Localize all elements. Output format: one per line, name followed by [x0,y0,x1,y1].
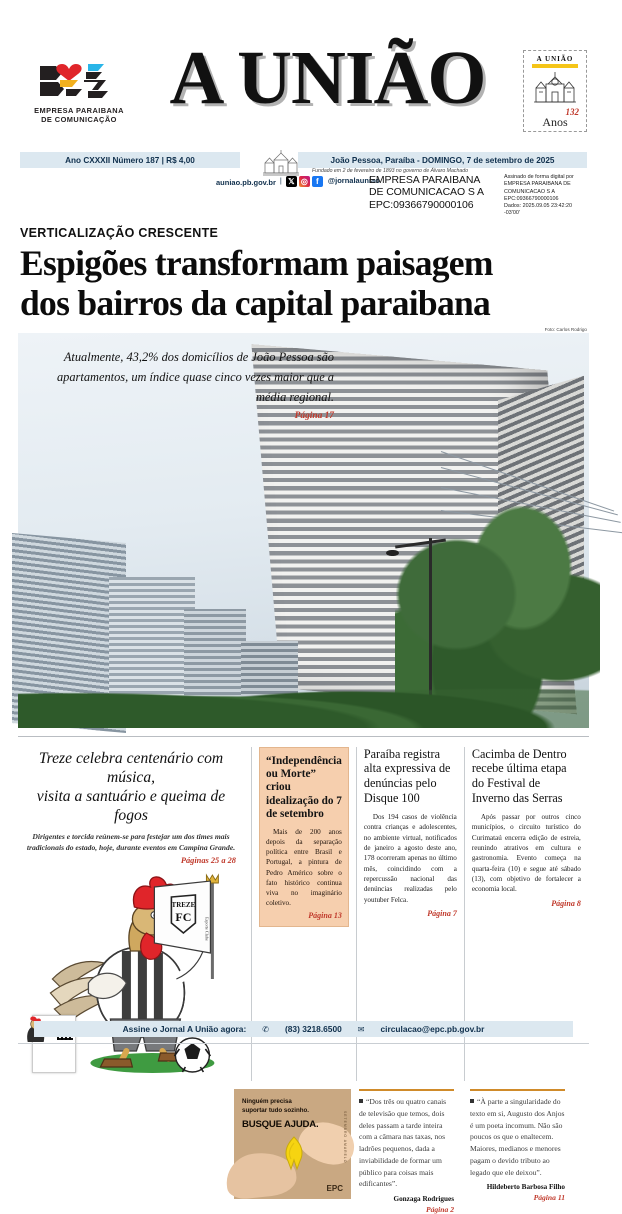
lead-photo [18,333,589,728]
stamp-anos-label: Anos [542,115,568,129]
campaign-ad[interactable] [234,1089,351,1214]
ad-line1-text: Ninguém precisa [242,1098,292,1106]
independencia-box [259,747,349,928]
x-icon[interactable]: 𝕏 [286,176,297,187]
quote-2-text [470,1096,565,1178]
disque100-headline: Paraíba registra alta expressiva de denúncias pelo Disque 100 [363,746,451,806]
signature-name-line1: EMPRESA PARAIBANA [369,174,481,186]
envelope-icon: ✉ [357,1024,365,1034]
epc-mark-icon [36,60,122,102]
edition-strip-right [298,152,587,168]
quote-1-body: “Dos três ou quatro canais de televisão que temos, dois deles passam a tarde inteira com a câmara nas taxas, nos ladrões pequenos, dada a inviabilidade de formar um público para coisas mais edificantes”. [359,1097,447,1189]
treze-page-ref[interactable]: Páginas 25 a 28 [180,856,236,866]
masthead [0,0,607,150]
treze-rooster-illustration [18,867,244,1081]
svg-text:Esporte Clube: Esporte Clube [204,917,210,942]
cacimba-page-ref[interactable]: Página 8 [551,898,581,908]
epc-logo-line2: DE COMUNICAÇÃO [41,115,117,125]
lead-kicker: VERTICALIZAÇÃO CRESCENTE [20,226,219,240]
lead-standfirst-text: Atualmente, 43,2% dos domicílios de João Pessoa são apartamentos, um índice quase cinco vezes maior que a média regional. [56,349,334,404]
quote-card-2[interactable] [462,1089,573,1214]
stamp-title: A UNIÃO [536,55,574,63]
signature-name-line3: EPC:09366790000106 [369,198,474,211]
independencia-headline: “Independência ou Morte” criou idealização do 7 de setembro [266,754,342,821]
signature-name [369,174,501,218]
ad-line1 [242,1098,309,1115]
footer-divider [18,1043,589,1044]
photo-street-lamp [386,550,399,556]
quote-bullet-icon [359,1099,363,1103]
signature-detail-line4: EPC:09366790000106 [504,195,559,202]
cacimba-headline: Cacimba de Dentro recebe última etapa do Festival de Inverno das Serras [471,746,567,806]
digital-signature-block [369,174,587,218]
social-row [20,176,587,218]
independencia-body: Mais de 200 anos depois da separação política entre Brasil e Portugal, a pintura de Pedro Américo sobre o fato histórico continua viva no imaginário coletivo. [266,827,342,908]
edition-number: Ano CXXXII Número 187 | R$ 4,00 [65,155,195,165]
quote-2-page-ref[interactable]: Página 11 [533,1193,565,1203]
quote-1-page-ref[interactable]: Página 2 [425,1204,454,1214]
phone-icon: ✆ [262,1024,269,1034]
disque100-page-ref[interactable]: Página 7 [427,909,457,919]
stamp-years-number: 132 [565,107,579,117]
signature-detail-line3: COMUNICACAO S A [504,188,555,195]
edition-info-strip [20,152,587,174]
social-separator: | [279,176,282,185]
quote-2-author: Hildeberto Barbosa Filho [486,1183,565,1192]
signature-detail-line2: EMPRESA PARAIBANA DE [504,181,571,188]
instagram-icon[interactable]: ◎ [299,176,310,187]
signature-detail-line1: Assinado de forma digital por [504,174,574,180]
yellow-ribbon-icon [282,1135,306,1171]
epc-logo-line1: EMPRESA PARAIBANA [34,106,124,115]
quote-2-body: “À parte a singularidade do texto em si, Augusto dos Anjos é um poeta incomum. Não são poucos os que o enaltecem. Maiores, medianos e menores pagam o devido tributo ao legado que ele deixou”. [470,1097,565,1177]
svg-text:FC: FC [175,910,192,925]
anniversary-stamp [523,50,587,132]
signature-detail [501,174,587,218]
photo-credit: Foto: Carlos Rodrigo [544,326,587,332]
campaign-ad-inner [234,1089,351,1199]
stamp-bar [532,64,578,68]
lead-page-ref[interactable]: Página 17 [294,410,334,421]
subscribe-footer [34,1021,573,1037]
ad-epc-logo: EPC [326,1184,343,1194]
treze-headline [18,749,244,826]
ad-side-text: SETEMBRO AMARELO [343,1111,347,1164]
newspaper-title: A UNIÃO [169,36,486,120]
signature-detail-line5: Dados: 2025.09.05 23:42:20 -03'00' [504,203,573,217]
quote-bullet-icon [470,1099,474,1103]
facebook-icon[interactable]: f [312,176,323,187]
treze-subhead: Dirigentes e torcida reúnem-se para festejar um dos times mais tradicionais do estado, hoje, durante eventos em Campina Grande. [26,831,236,852]
lower-divider [18,736,589,737]
subscribe-phone[interactable]: (83) 3218.6500 [284,1024,342,1034]
quote-1-author: Gonzaga Rodrigues [393,1194,454,1203]
quote-rule [359,1089,454,1091]
treze-headline-line1: Treze celebra centenário com música, [38,749,224,786]
newspaper-title-wrap [138,36,517,120]
social-handle[interactable]: @jornalauniao [327,176,380,185]
quote-1-text [359,1096,454,1190]
website-link[interactable]: auniao.pb.gov.br [216,178,276,187]
bottom-row [18,1089,589,1214]
epc-logo [20,48,138,125]
subscribe-email[interactable]: circulacao@epc.pb.gov.br [380,1024,485,1034]
lead-headline [20,244,587,324]
lead-headline-line1: Espigões transformam paisagem [20,243,493,283]
disque100-body: Dos 194 casos de violência contra crianças e adolescentes, no ambiente virtual, notificados de janeiro a agosto deste ano, 178 ocorreram apenas no último mês, coincidindo com a repercussão nacional das denúncias realizadas pelo youtuber Felca. [363,813,457,904]
ad-line2-text: suportar tudo sozinho. [242,1106,310,1114]
edition-strip-left [20,152,240,168]
independencia-page-ref[interactable]: Página 13 [308,911,342,921]
signature-name-line2: DE COMUNICACAO S A [369,186,484,199]
quote-card-1[interactable] [351,1089,462,1214]
svg-text:TREZE: TREZE [171,901,196,910]
subscribe-text: Assine o Jornal A União agora: [122,1024,247,1034]
founded-note: Fundado em 2 de fevereiro de 1893 no governo de Álvaro Machado [312,168,469,174]
cacimba-body: Após passar por outros cinco municípios, o circuito turístico do Curimataú encerra edição de estreia, reunindo atrativos em cultura e gastronomia. Evento começa na quarta-feira (10) e segue até sábado (13), com objetivo de fortalecer a economia local. [471,813,581,894]
treze-headline-line2: visita a santuário e queima de fogos [36,788,226,825]
dateline: João Pessoa, Paraíba - DOMINGO, 7 de setembro de 2025 [330,155,555,165]
quote-rule [470,1089,565,1091]
lead-headline-line2: dos bairros da capital paraibana [20,282,491,323]
ad-cta: BUSQUE AJUDA. [242,1119,319,1131]
lead-standfirst [34,347,334,425]
photo-foliage [18,668,589,727]
